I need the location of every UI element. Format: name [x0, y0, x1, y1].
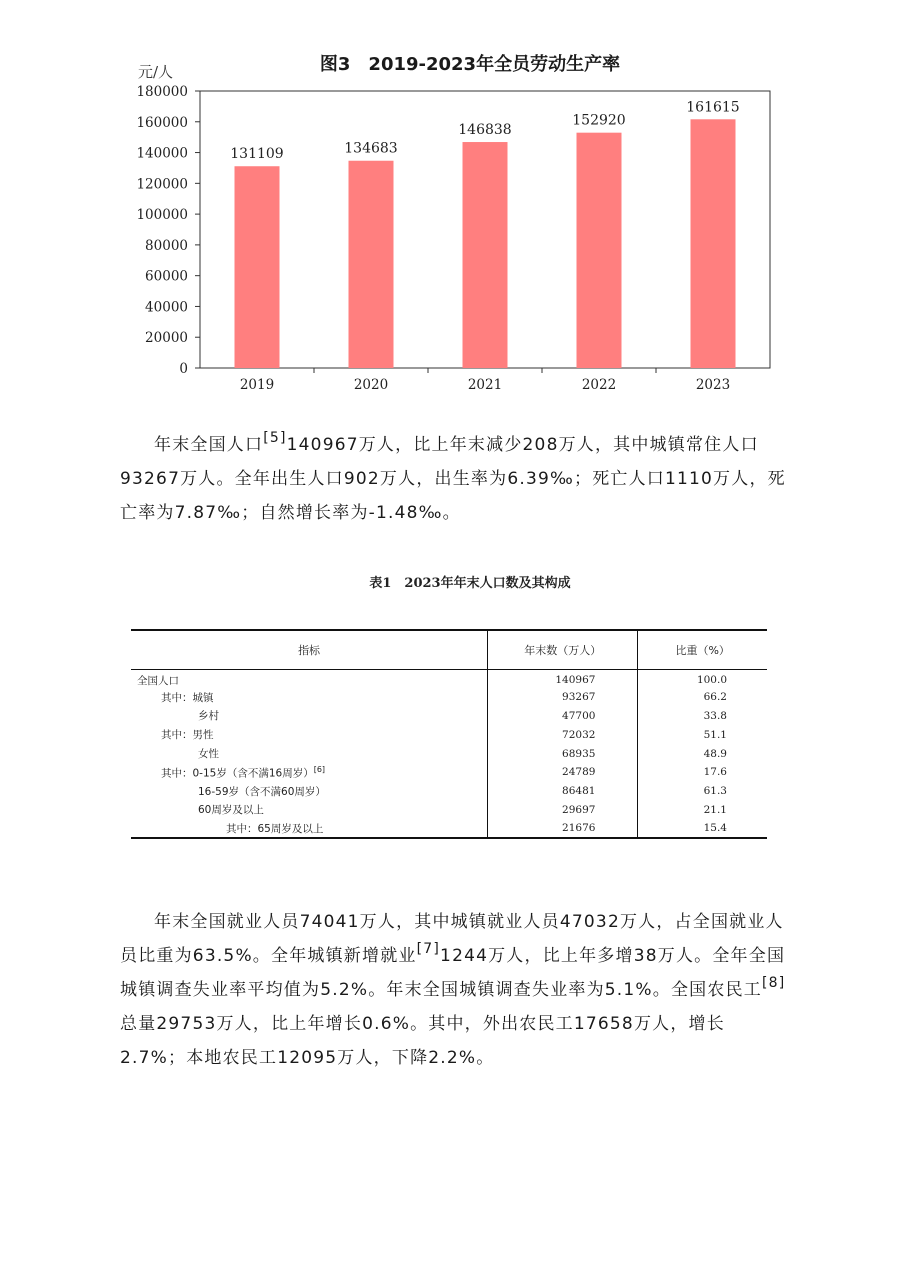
x-tick-label: 2019 [239, 377, 275, 393]
chart-title: 图3 2019-2023年全员劳动生产率 [319, 54, 621, 75]
row-value: 21676 [488, 819, 638, 838]
employment-paragraph [120, 905, 786, 1075]
bar-2023 [691, 119, 736, 368]
row-share: 33.8 [638, 707, 767, 726]
x-tick-label: 2023 [695, 377, 731, 393]
table-row [131, 669, 767, 688]
row-share: 48.9 [638, 744, 767, 763]
y-tick-label: 140000 [136, 145, 188, 162]
header-year-end: 年末数（万人） [488, 630, 638, 669]
header-indicator: 指标 [298, 643, 321, 657]
population-table [131, 629, 767, 839]
population-paragraph [120, 428, 786, 530]
row-value: 24789 [488, 763, 638, 782]
row-label-text: 其中：0-15岁（含不满16周岁） [161, 767, 314, 780]
bar-2021 [463, 142, 508, 368]
table-row [131, 688, 767, 707]
bar-2020 [349, 161, 394, 368]
table-row [131, 707, 767, 726]
table-row [131, 763, 767, 782]
y-tick-label: 0 [179, 361, 188, 377]
y-tick-label: 180000 [136, 84, 188, 100]
x-tick-label: 2021 [467, 377, 503, 393]
bar-value-label: 146838 [458, 122, 512, 139]
y-tick-label: 40000 [145, 299, 188, 316]
y-tick-label: 20000 [145, 330, 188, 347]
footnote-ref-7[interactable]: [7] [416, 941, 441, 957]
bar-2022 [577, 133, 622, 368]
table-row [131, 819, 767, 838]
para2-text-3: 总量29753万人，比上年增长0.6%。其中，外出农民工17658万人，增长2.7%；本地农民工12095万人，下降2.2%。 [120, 1014, 725, 1068]
para1-text-2: 140967万人，比上年末减少208万人，其中城镇常住人口93267万人。全年出生人口902万人，出生率为6.39‰；死亡人口1110万人，死亡率为7.87‰；自然增长率为-1.48‰。 [120, 435, 786, 523]
row-share: 51.1 [638, 725, 767, 744]
x-tick-label: 2022 [581, 377, 617, 393]
labor-productivity-chart [120, 60, 780, 400]
header-share: 比重（%） [638, 630, 767, 669]
x-tick-label: 2020 [353, 377, 389, 393]
y-tick-label: 160000 [136, 114, 188, 131]
row-share: 61.3 [638, 782, 767, 801]
bar-value-label: 131109 [230, 146, 284, 163]
row-share: 66.2 [638, 688, 767, 707]
bar-value-label: 134683 [344, 140, 398, 157]
row-label: 其中：城镇 [161, 691, 214, 704]
row-label [131, 763, 488, 782]
row-share: 21.1 [638, 801, 767, 820]
row-value: 86481 [488, 782, 638, 801]
table-row [131, 782, 767, 801]
row-label: 乡村 [198, 710, 219, 723]
footnote-ref-5[interactable]: [5] [263, 430, 287, 446]
y-tick-label: 60000 [145, 268, 188, 285]
table-row [131, 744, 767, 763]
row-share: 17.6 [638, 763, 767, 782]
y-tick-label: 100000 [136, 207, 188, 224]
row-share: 15.4 [638, 819, 767, 838]
row-value: 140967 [488, 669, 638, 688]
para2-text-1: 年末全国就业人员74041万人，其中城镇就业人员47032万人，占全国就业人员比重为63.5%。全年城镇新增就业 [120, 912, 784, 966]
row-value: 47700 [488, 707, 638, 726]
footnote-ref-6[interactable]: [6] [313, 764, 326, 774]
row-value: 93267 [488, 688, 638, 707]
y-tick-label: 80000 [145, 237, 188, 254]
row-label: 其中：65周岁及以上 [226, 822, 324, 835]
bar-value-label: 152920 [572, 112, 626, 129]
table-row [131, 801, 767, 820]
row-value: 72032 [488, 725, 638, 744]
table-title: 表1 2023年年末人口数及其构成 [369, 576, 571, 591]
row-label: 女性 [198, 748, 219, 761]
para1-text-1: 年末全国人口 [154, 435, 264, 455]
table-header-row [131, 630, 767, 669]
table-row [131, 725, 767, 744]
row-label: 60周岁及以上 [198, 804, 264, 817]
row-value: 29697 [488, 801, 638, 820]
row-share: 100.0 [638, 669, 767, 688]
row-value: 68935 [488, 744, 638, 763]
row-label: 其中：男性 [161, 729, 214, 742]
row-label: 16-59岁（含不满60周岁） [198, 785, 326, 798]
bar-2019 [235, 166, 280, 368]
footnote-ref-8[interactable]: [8] [761, 975, 786, 991]
row-label: 全国人口 [137, 674, 179, 687]
para2-text-2: 1244万人，比上年多增38万人。全年全国城镇调查失业率平均值为5.2%。年末全国城镇调查失业率为5.1%。全国农民工 [120, 946, 786, 1000]
y-axis-label: 元/人 [138, 63, 174, 81]
bar-value-label: 161615 [686, 99, 740, 116]
y-tick-label: 120000 [136, 176, 188, 193]
